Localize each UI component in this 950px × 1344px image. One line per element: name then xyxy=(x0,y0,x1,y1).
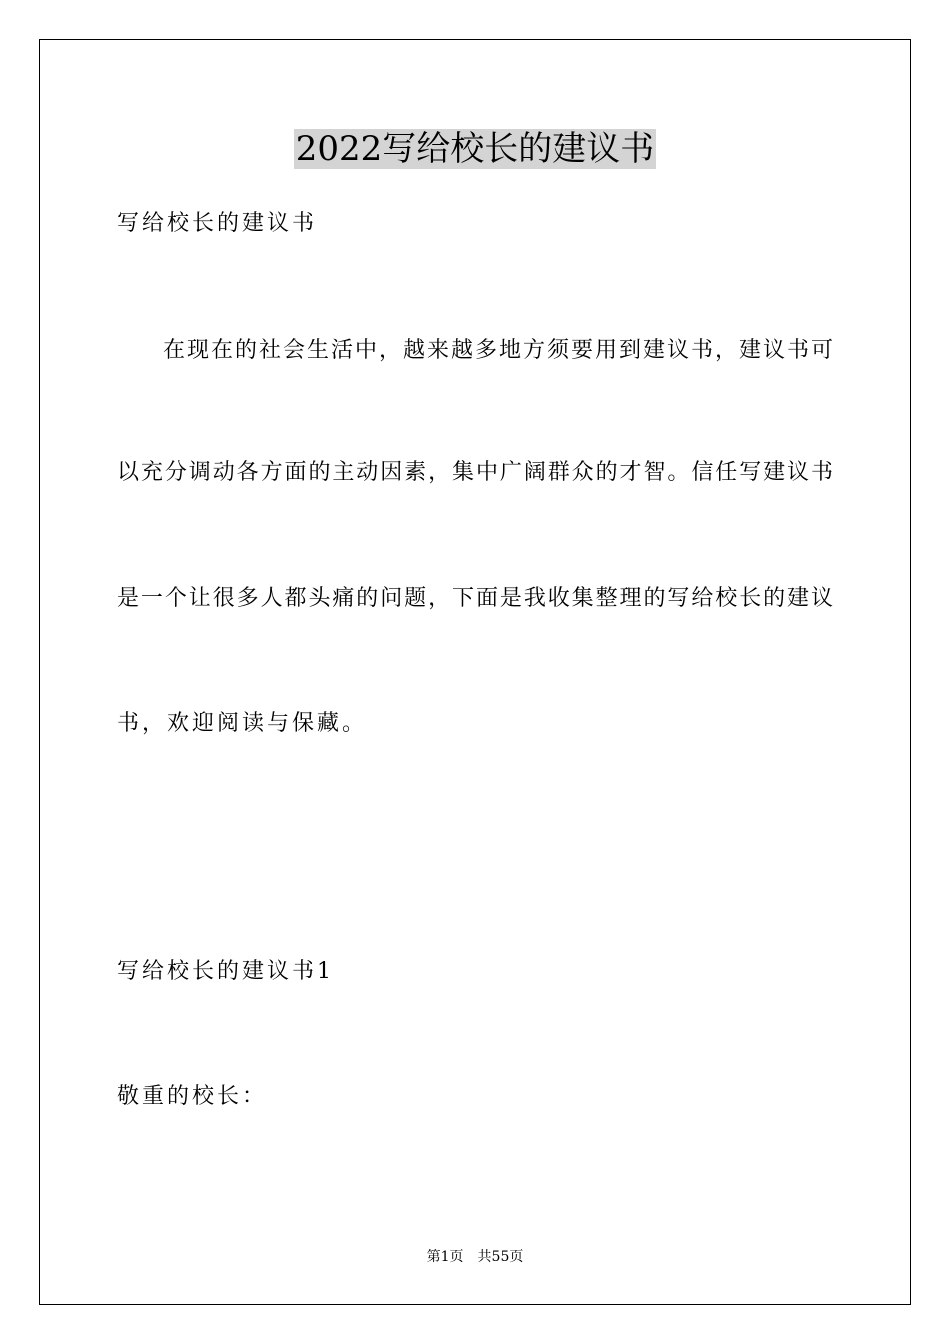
document-title-text: 2022写给校长的建议书 xyxy=(295,129,655,169)
page-footer xyxy=(0,1248,950,1266)
intro-line-2: 以充分调动各方面的主动因素，集中广阔群众的才智。信任写建议书 xyxy=(117,460,833,485)
intro-line-4: 书，欢迎阅读与保藏。 xyxy=(117,711,368,736)
document-subtitle: 写给校长的建议书 xyxy=(117,211,318,236)
page-number-current: 第1页 xyxy=(426,1249,464,1265)
intro-line-3: 是一个让很多人都头痛的问题，下面是我收集整理的写给校长的建议 xyxy=(117,586,833,611)
document-title xyxy=(0,127,950,171)
intro-line-1: 在现在的社会生活中，越来越多地方须要用到建议书，建议书可 xyxy=(163,338,833,363)
page-number-total: 共55页 xyxy=(477,1249,524,1265)
section-heading: 写给校长的建议书1 xyxy=(117,959,334,984)
salutation: 敬重的校长： xyxy=(117,1084,268,1109)
